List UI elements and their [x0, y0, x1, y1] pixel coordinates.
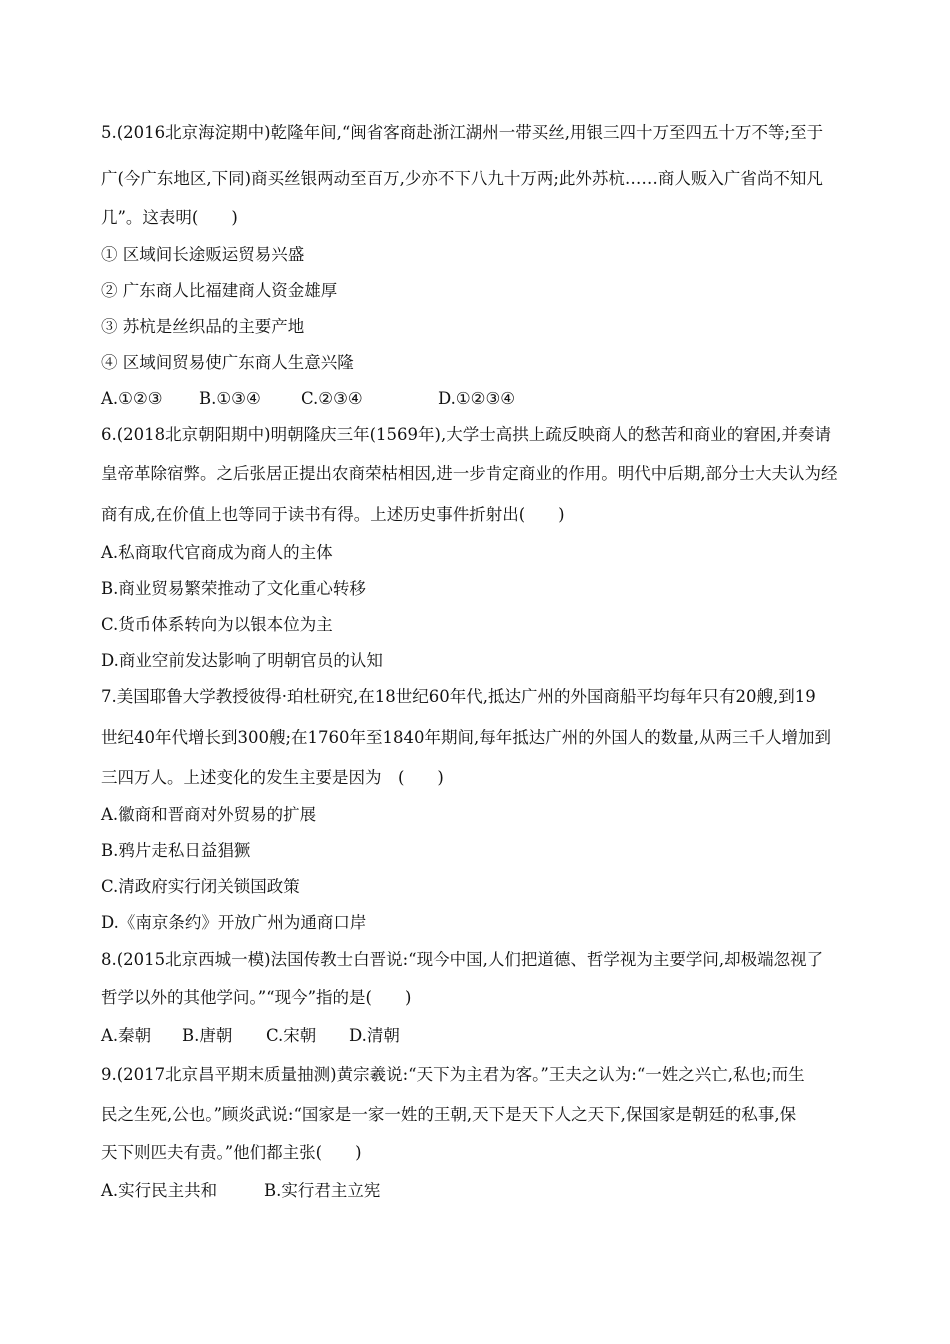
q9-option-a: A.实行民主共和: [101, 1181, 218, 1200]
q8-option-a: A.秦朝: [101, 1026, 152, 1045]
q9-stem-line-1: 9.(2017北京昌平期末质量抽测)黄宗羲说:“天下为主君为客。”王夫之认为:“一姓之兴亡,私也;而生: [101, 1065, 805, 1084]
q7-stem-line-2: 世纪40年代增长到300艘;在1760年至1840年期间,每年抵达广州的外国人的数量,从两三千人增加到: [101, 728, 832, 747]
q6-stem-line-3: 商有成,在价值上也等同于读书有得。上述历史事件折射出( ): [101, 505, 565, 524]
q6-option-b: B.商业贸易繁荣推动了文化重心转移: [101, 579, 366, 598]
q5-stem-line-2: 广(今广东地区,下同)商买丝银两动至百万,少亦不下八九十万两;此外苏杭……商人贩入广省尚不知凡: [101, 169, 823, 188]
q5-stem-line-1: 5.(2016北京海淀期中)乾隆年间,“闽省客商赴浙江湖州一带买丝,用银三四十万至四五十万不等;至于: [101, 123, 824, 142]
q8-stem-line-2: 哲学以外的其他学问。”“现今”指的是( ): [101, 988, 412, 1007]
q8-option-c: C.宋朝: [266, 1026, 317, 1045]
q5-statement-2: ② 广东商人比福建商人资金雄厚: [101, 281, 338, 300]
q7-stem-line-1: 7.美国耶鲁大学教授彼得·珀杜研究,在18世纪60年代,抵达广州的外国商船平均每年只有20艘,到19: [101, 687, 816, 706]
q7-option-c: C.清政府实行闭关锁国政策: [101, 877, 300, 896]
q5-statement-3: ③ 苏杭是丝织品的主要产地: [101, 317, 305, 336]
q8-stem-line-1: 8.(2015北京西城一模)法国传教士白晋说:“现今中国,人们把道德、哲学视为主要学问,却极端忽视了: [101, 950, 824, 969]
q8-option-b: B.唐朝: [182, 1026, 233, 1045]
q6-stem-line-2: 皇帝革除宿弊。之后张居正提出农商荣枯相因,进一步肯定商业的作用。明代中后期,部分士大夫认为经: [101, 464, 838, 483]
q9-stem-line-2: 民之生死,公也。”顾炎武说:“国家是一家一姓的王朝,天下是天下人之天下,保国家是朝廷的私事,保: [101, 1105, 797, 1124]
q7-option-b: B.鸦片走私日益猖獗: [101, 841, 251, 860]
q7-option-d: D.《南京条约》开放广州为通商口岸: [101, 913, 367, 932]
q5-stem-line-3: 几”。这表明( ): [101, 208, 238, 227]
q5-option-c: C.②③④: [301, 389, 363, 408]
q6-option-c: C.货币体系转向为以银本位为主: [101, 615, 333, 634]
q9-option-b: B.实行君主立宪: [264, 1181, 381, 1200]
q9-stem-line-3: 天下则匹夫有责。”他们都主张( ): [101, 1143, 362, 1162]
q6-option-d: D.商业空前发达影响了明朝官员的认知: [101, 651, 383, 670]
q6-option-a: A.私商取代官商成为商人的主体: [101, 543, 333, 562]
q5-option-b: B.①③④: [199, 389, 261, 408]
q5-option-a: A.①②③: [101, 389, 163, 408]
q8-option-d: D.清朝: [349, 1026, 400, 1045]
q6-stem-line-1: 6.(2018北京朝阳期中)明朝隆庆三年(1569年),大学士高拱上疏反映商人的愁苦和商业的窘困,并奏请: [101, 425, 831, 444]
q5-statement-1: ① 区域间长途贩运贸易兴盛: [101, 245, 305, 264]
q7-option-a: A.徽商和晋商对外贸易的扩展: [101, 805, 317, 824]
q7-stem-line-3: 三四万人。上述变化的发生主要是因为 ( ): [101, 768, 444, 787]
q5-option-d: D.①②③④: [438, 389, 516, 408]
q5-statement-4: ④ 区域间贸易使广东商人生意兴隆: [101, 353, 354, 372]
